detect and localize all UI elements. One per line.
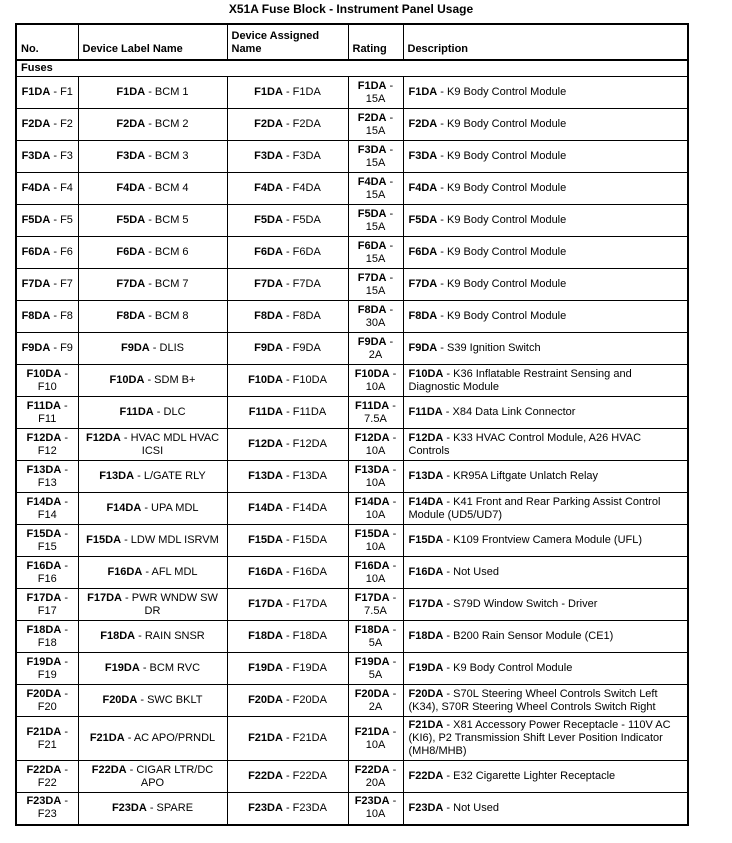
- cell-rating: F19DA - 5A: [348, 653, 403, 685]
- cell-description: F14DA - K41 Front and Rear Parking Assist Control Module (UD5/UD7): [403, 493, 688, 525]
- cell-device-label: F15DA - LDW MDL ISRVM: [78, 525, 227, 557]
- cell-rating: F2DA - 15A: [348, 109, 403, 141]
- cell-device-assigned: F11DA - F11DA: [227, 397, 348, 429]
- cell-rating: F15DA - 10A: [348, 525, 403, 557]
- table-row: [16, 685, 688, 717]
- cell-description: F4DA - K9 Body Control Module: [403, 173, 688, 205]
- cell-rating: F21DA - 10A: [348, 717, 403, 761]
- cell-device-assigned: F1DA - F1DA: [227, 77, 348, 109]
- cell-description: F19DA - K9 Body Control Module: [403, 653, 688, 685]
- cell-device-label: F23DA - SPARE: [78, 793, 227, 825]
- cell-rating: F6DA - 15A: [348, 237, 403, 269]
- cell-description: F23DA - Not Used: [403, 793, 688, 825]
- cell-no: F11DA - F11: [16, 397, 78, 429]
- fuse-table: [15, 23, 689, 826]
- cell-description: F20DA - S70L Steering Wheel Controls Switch Left (K34), S70R Steering Wheel Controls Switch Right: [403, 685, 688, 717]
- cell-device-assigned: F23DA - F23DA: [227, 793, 348, 825]
- cell-device-label: F5DA - BCM 5: [78, 205, 227, 237]
- table-row: [16, 793, 688, 825]
- cell-device-label: F21DA - AC APO/PRNDL: [78, 717, 227, 761]
- header-row: [16, 24, 688, 60]
- cell-device-assigned: F17DA - F17DA: [227, 589, 348, 621]
- cell-device-label: F14DA - UPA MDL: [78, 493, 227, 525]
- page-title: X51A Fuse Block - Instrument Panel Usage: [228, 2, 474, 16]
- cell-no: F3DA - F3: [16, 141, 78, 173]
- cell-rating: F20DA - 2A: [348, 685, 403, 717]
- table-row: [16, 269, 688, 301]
- cell-description: F13DA - KR95A Liftgate Unlatch Relay: [403, 461, 688, 493]
- cell-description: F15DA - K109 Frontview Camera Module (UFL): [403, 525, 688, 557]
- cell-no: F22DA - F22: [16, 761, 78, 793]
- cell-no: F2DA - F2: [16, 109, 78, 141]
- table-header: [16, 24, 688, 60]
- cell-rating: F23DA - 10A: [348, 793, 403, 825]
- cell-no: F20DA - F20: [16, 685, 78, 717]
- cell-device-assigned: F9DA - F9DA: [227, 333, 348, 365]
- cell-device-assigned: F21DA - F21DA: [227, 717, 348, 761]
- table-row: [16, 333, 688, 365]
- cell-no: F7DA - F7: [16, 269, 78, 301]
- cell-device-label: F18DA - RAIN SNSR: [78, 621, 227, 653]
- cell-device-label: F12DA - HVAC MDL HVAC ICSI: [78, 429, 227, 461]
- cell-no: F23DA - F23: [16, 793, 78, 825]
- cell-description: F21DA - X81 Accessory Power Receptacle - 110V AC (KI6), P2 Transmission Shift Lever Position Indicator (MH8/MHB): [403, 717, 688, 761]
- cell-no: F13DA - F13: [16, 461, 78, 493]
- cell-device-assigned: F20DA - F20DA: [227, 685, 348, 717]
- col-header-device-label: Device Label Name: [78, 24, 227, 60]
- table-row: [16, 205, 688, 237]
- cell-no: F18DA - F18: [16, 621, 78, 653]
- cell-device-label: F9DA - DLIS: [78, 333, 227, 365]
- cell-device-label: F13DA - L/GATE RLY: [78, 461, 227, 493]
- table-row: [16, 397, 688, 429]
- cell-no: F19DA - F19: [16, 653, 78, 685]
- cell-device-assigned: F10DA - F10DA: [227, 365, 348, 397]
- cell-description: F17DA - S79D Window Switch - Driver: [403, 589, 688, 621]
- cell-rating: F3DA - 15A: [348, 141, 403, 173]
- cell-rating: F9DA - 2A: [348, 333, 403, 365]
- cell-device-assigned: F22DA - F22DA: [227, 761, 348, 793]
- table-row: [16, 493, 688, 525]
- cell-device-label: F19DA - BCM RVC: [78, 653, 227, 685]
- cell-description: F2DA - K9 Body Control Module: [403, 109, 688, 141]
- cell-description: F12DA - K33 HVAC Control Module, A26 HVAC Controls: [403, 429, 688, 461]
- table-row: [16, 365, 688, 397]
- cell-device-label: F7DA - BCM 7: [78, 269, 227, 301]
- cell-rating: F17DA - 7.5A: [348, 589, 403, 621]
- cell-no: F8DA - F8: [16, 301, 78, 333]
- cell-description: F11DA - X84 Data Link Connector: [403, 397, 688, 429]
- cell-no: F17DA - F17: [16, 589, 78, 621]
- table-row: [16, 301, 688, 333]
- cell-rating: F7DA - 15A: [348, 269, 403, 301]
- cell-device-label: F6DA - BCM 6: [78, 237, 227, 269]
- table-row: [16, 717, 688, 761]
- cell-description: F5DA - K9 Body Control Module: [403, 205, 688, 237]
- cell-rating: F10DA - 10A: [348, 365, 403, 397]
- cell-device-assigned: F7DA - F7DA: [227, 269, 348, 301]
- table-row: [16, 761, 688, 793]
- cell-description: F3DA - K9 Body Control Module: [403, 141, 688, 173]
- table-row: [16, 621, 688, 653]
- cell-device-assigned: F8DA - F8DA: [227, 301, 348, 333]
- cell-rating: F12DA - 10A: [348, 429, 403, 461]
- cell-no: F5DA - F5: [16, 205, 78, 237]
- cell-no: F6DA - F6: [16, 237, 78, 269]
- cell-device-assigned: F16DA - F16DA: [227, 557, 348, 589]
- cell-no: F21DA - F21: [16, 717, 78, 761]
- cell-no: F15DA - F15: [16, 525, 78, 557]
- cell-rating: F11DA - 7.5A: [348, 397, 403, 429]
- table-row: [16, 173, 688, 205]
- cell-device-assigned: F14DA - F14DA: [227, 493, 348, 525]
- cell-device-label: F2DA - BCM 2: [78, 109, 227, 141]
- table-row: [16, 557, 688, 589]
- cell-no: F9DA - F9: [16, 333, 78, 365]
- cell-description: F18DA - B200 Rain Sensor Module (CE1): [403, 621, 688, 653]
- cell-rating: F8DA - 30A: [348, 301, 403, 333]
- cell-rating: F14DA - 10A: [348, 493, 403, 525]
- cell-description: F9DA - S39 Ignition Switch: [403, 333, 688, 365]
- table-row: [16, 109, 688, 141]
- cell-device-assigned: F5DA - F5DA: [227, 205, 348, 237]
- table-row: [16, 589, 688, 621]
- cell-device-assigned: F6DA - F6DA: [227, 237, 348, 269]
- cell-device-assigned: F4DA - F4DA: [227, 173, 348, 205]
- cell-no: F14DA - F14: [16, 493, 78, 525]
- cell-device-assigned: F2DA - F2DA: [227, 109, 348, 141]
- cell-rating: F5DA - 15A: [348, 205, 403, 237]
- col-header-no: No.: [16, 24, 78, 60]
- cell-device-label: F3DA - BCM 3: [78, 141, 227, 173]
- table-row: [16, 237, 688, 269]
- cell-rating: F13DA - 10A: [348, 461, 403, 493]
- cell-device-label: F8DA - BCM 8: [78, 301, 227, 333]
- cell-device-assigned: F12DA - F12DA: [227, 429, 348, 461]
- table-row: [16, 77, 688, 109]
- cell-description: F8DA - K9 Body Control Module: [403, 301, 688, 333]
- cell-device-label: F11DA - DLC: [78, 397, 227, 429]
- cell-device-assigned: F13DA - F13DA: [227, 461, 348, 493]
- cell-device-label: F17DA - PWR WNDW SW DR: [78, 589, 227, 621]
- col-header-description: Description: [403, 24, 688, 60]
- cell-device-assigned: F15DA - F15DA: [227, 525, 348, 557]
- cell-device-assigned: F3DA - F3DA: [227, 141, 348, 173]
- cell-device-label: F1DA - BCM 1: [78, 77, 227, 109]
- table-row: [16, 141, 688, 173]
- cell-description: F6DA - K9 Body Control Module: [403, 237, 688, 269]
- col-header-rating: Rating: [348, 24, 403, 60]
- cell-rating: F4DA - 15A: [348, 173, 403, 205]
- table-row: [16, 429, 688, 461]
- cell-description: F7DA - K9 Body Control Module: [403, 269, 688, 301]
- section-label: Fuses: [16, 60, 688, 77]
- table-row: [16, 461, 688, 493]
- cell-description: F16DA - Not Used: [403, 557, 688, 589]
- cell-no: F1DA - F1: [16, 77, 78, 109]
- cell-device-assigned: F18DA - F18DA: [227, 621, 348, 653]
- cell-no: F16DA - F16: [16, 557, 78, 589]
- cell-device-label: F22DA - CIGAR LTR/DC APO: [78, 761, 227, 793]
- cell-description: F1DA - K9 Body Control Module: [403, 77, 688, 109]
- cell-description: F22DA - E32 Cigarette Lighter Receptacle: [403, 761, 688, 793]
- cell-no: F12DA - F12: [16, 429, 78, 461]
- cell-device-label: F4DA - BCM 4: [78, 173, 227, 205]
- cell-rating: F1DA - 15A: [348, 77, 403, 109]
- cell-device-label: F20DA - SWC BKLT: [78, 685, 227, 717]
- cell-description: F10DA - K36 Inflatable Restraint Sensing and Diagnostic Module: [403, 365, 688, 397]
- fuse-table-body: [16, 60, 688, 825]
- cell-rating: F18DA - 5A: [348, 621, 403, 653]
- cell-no: F10DA - F10: [16, 365, 78, 397]
- table-row: [16, 525, 688, 557]
- cell-no: F4DA - F4: [16, 173, 78, 205]
- col-header-device-assigned: Device Assigned Name: [227, 24, 348, 60]
- cell-device-label: F10DA - SDM B+: [78, 365, 227, 397]
- cell-device-assigned: F19DA - F19DA: [227, 653, 348, 685]
- cell-device-label: F16DA - AFL MDL: [78, 557, 227, 589]
- cell-rating: F16DA - 10A: [348, 557, 403, 589]
- section-row-fuses: [16, 60, 688, 77]
- table-row: [16, 653, 688, 685]
- cell-rating: F22DA - 20A: [348, 761, 403, 793]
